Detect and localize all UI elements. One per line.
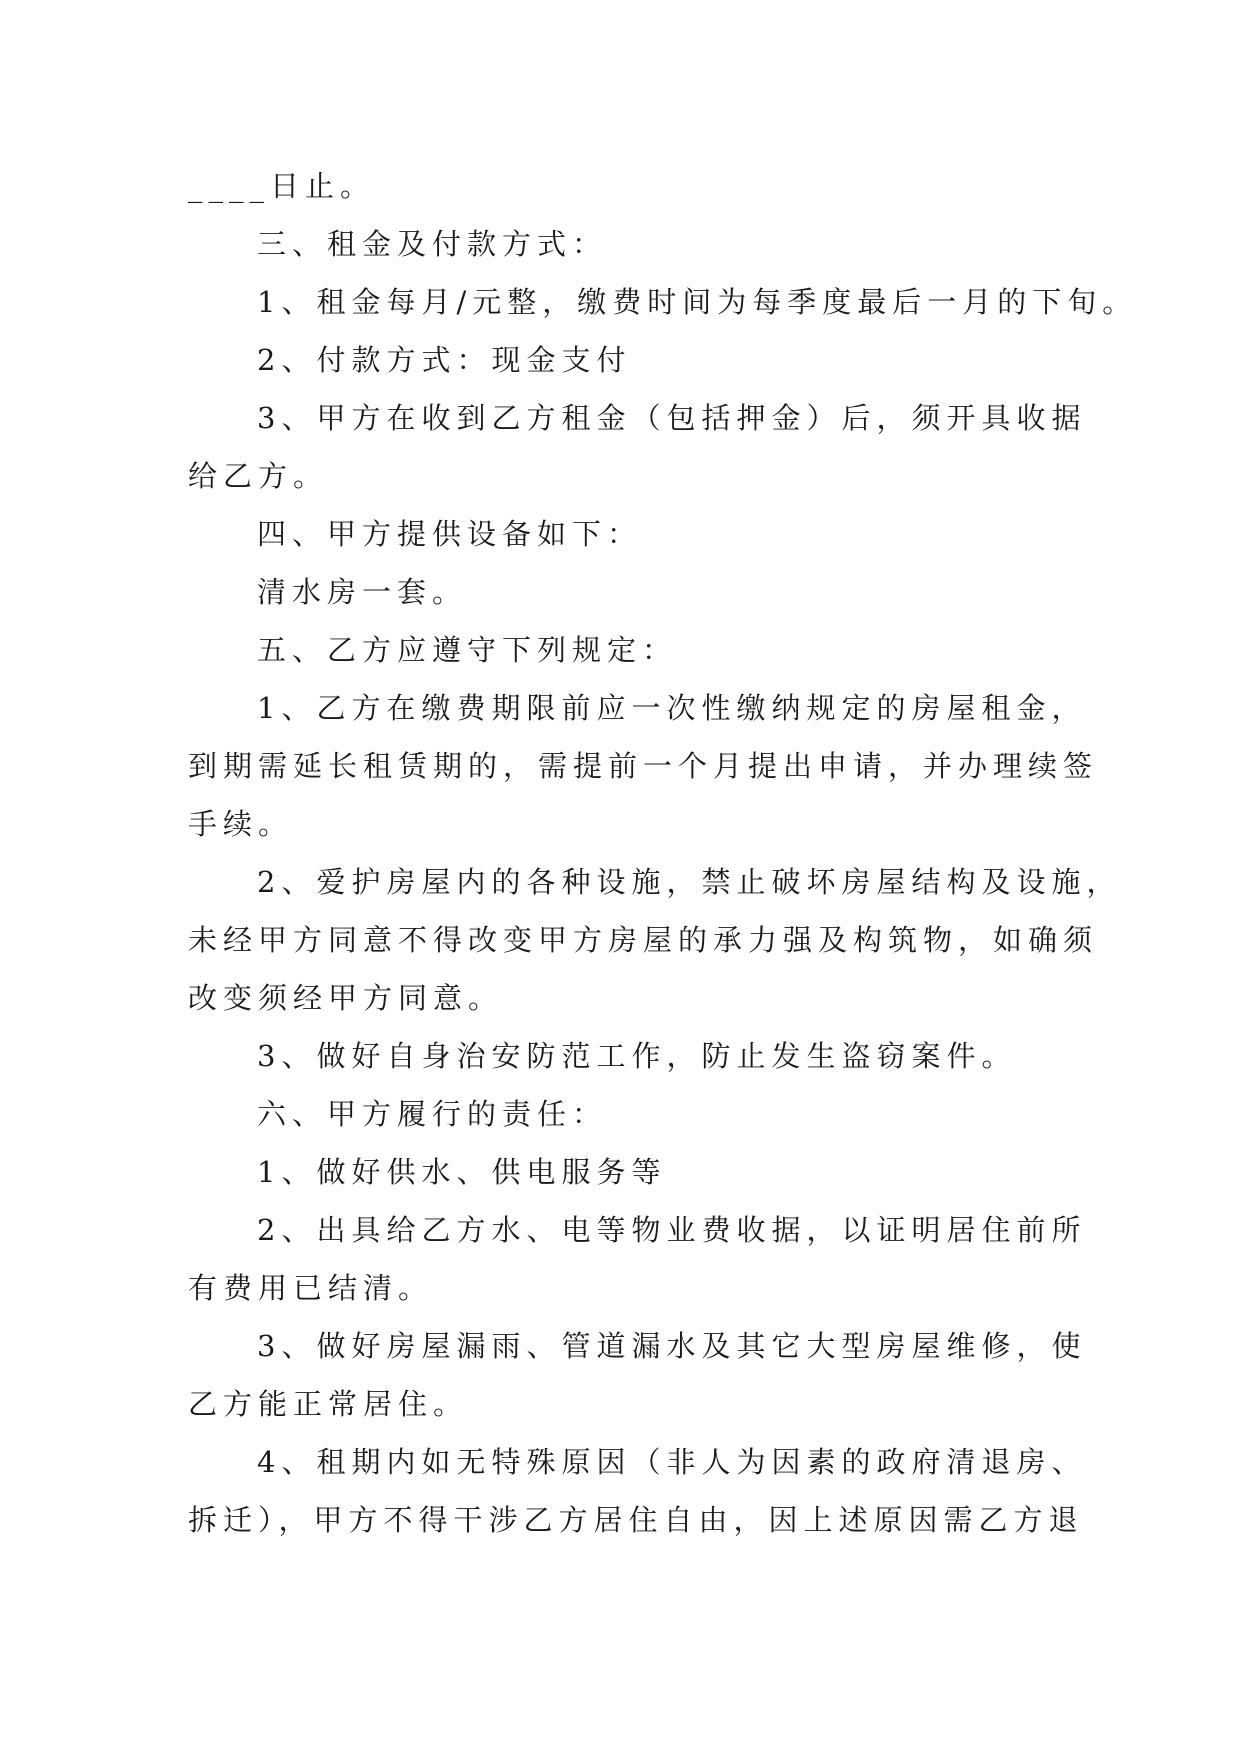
section-heading: 五、乙方应遵守下列规定：: [257, 633, 678, 667]
text-line: 手续。: [188, 807, 294, 841]
text-line: 1、做好供水、供电服务等: [257, 1155, 667, 1189]
text-line: 3、做好房屋漏雨、管道漏水及其它大型房屋维修，使: [257, 1329, 1087, 1363]
text-line: 给乙方。: [188, 459, 329, 493]
text-line: 2、爱护房屋内的各种设施，禁止破坏房屋结构及设施，: [257, 865, 1122, 899]
text-line: 2、付款方式：现金支付: [257, 343, 632, 377]
text-line: 3、甲方在收到乙方租金（包括押金）后，须开具收据: [257, 401, 1087, 435]
text-line: 3、做好自身治安防范工作，防止发生盗窃案件。: [257, 1039, 1017, 1073]
text-line: 改变须经甲方同意。: [188, 981, 504, 1015]
section-heading: 六、甲方履行的责任：: [257, 1097, 608, 1131]
text-line: 到期需延长租赁期的，需提前一个月提出申请，并办理续签: [188, 749, 1099, 783]
text-line: 拆迁），甲方不得干涉乙方居住自由，因上述原因需乙方退: [188, 1503, 1084, 1537]
text-line: 4、租期内如无特殊原因（非人为因素的政府清退房、: [257, 1445, 1087, 1479]
section-heading: 三、租金及付款方式：: [257, 227, 608, 261]
text-line: 清水房一套。: [257, 575, 468, 609]
text-line: 未经甲方同意不得改变甲方房屋的承力强及构筑物，如确须: [188, 923, 1099, 957]
section-heading: 四、甲方提供设备如下：: [257, 517, 643, 551]
text-line: 2、出具给乙方水、电等物业费收据，以证明居住前所: [257, 1213, 1087, 1247]
text-line: ____日止。: [188, 169, 376, 203]
text-line: 有费用已结清。: [188, 1271, 434, 1305]
text-line: 乙方能正常居住。: [188, 1387, 469, 1421]
text-line: 1、乙方在缴费期限前应一次性缴纳规定的房屋租金，: [257, 691, 1087, 725]
text-line: 1、租金每月/元整，缴费时间为每季度最后一月的下旬。: [257, 285, 1138, 319]
